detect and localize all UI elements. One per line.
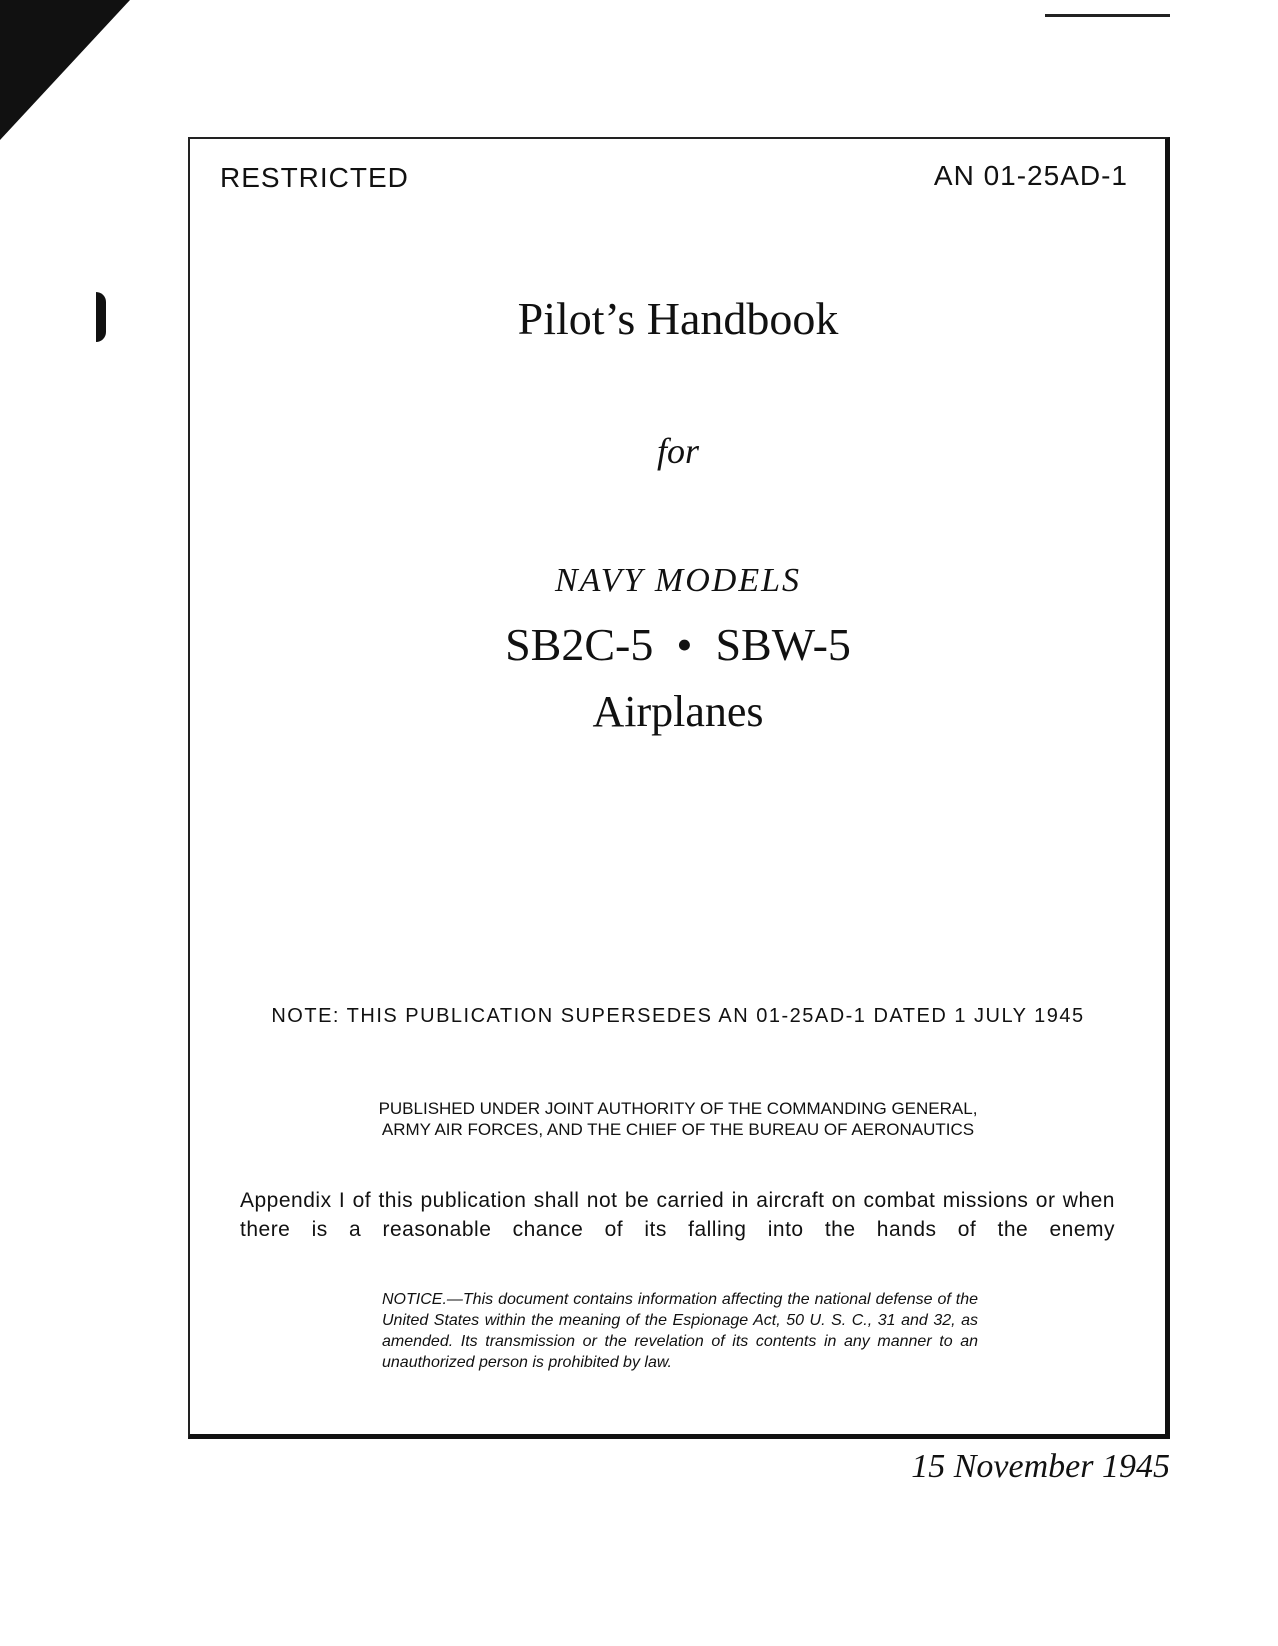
page-title: Pilot’s Handbook: [517, 293, 839, 344]
title-for: for: [656, 431, 699, 471]
classification-label: RESTRICTED: [220, 162, 409, 193]
appendix-warning: Appendix I of this publication shall not be carried in aircraft on combat missions or when there is a reasonable chance of its falling into the hands of the enemy: [240, 1189, 1115, 1241]
title-navy-models: NAVY MODELS: [554, 562, 802, 599]
supersedes-note: NOTE: THIS PUBLICATION SUPERSEDES AN 01-25AD-1 DATED 1 JULY 1945: [271, 1005, 1085, 1027]
published-line-1: PUBLISHED UNDER JOINT AUTHORITY OF THE COMMANDING GENERAL,: [378, 1099, 978, 1118]
title-airplanes: Airplanes: [592, 687, 764, 736]
document-number: AN 01-25AD-1: [933, 160, 1128, 191]
published-line-2: ARMY AIR FORCES, AND THE CHIEF OF THE BUREAU OF AERONAUTICS: [381, 1120, 975, 1139]
page-corner-shadow: [0, 0, 130, 140]
publication-date: 15 November 1945: [911, 1448, 1170, 1485]
espionage-notice: NOTICE.—This document contains information affecting the national defense of the United States within the meaning of the Espionage Act, 50 U. S. C., 31 and 32, as amended. Its transmission or the revelation of its contents in any manner to an unauthorized person is prohibited by law.: [382, 1291, 978, 1371]
binding-mark: [96, 292, 106, 342]
top-line-mark: [1045, 14, 1170, 17]
title-models: SB2C-5 • SBW-5: [505, 619, 851, 670]
published-authority: [188, 1098, 1168, 1140]
